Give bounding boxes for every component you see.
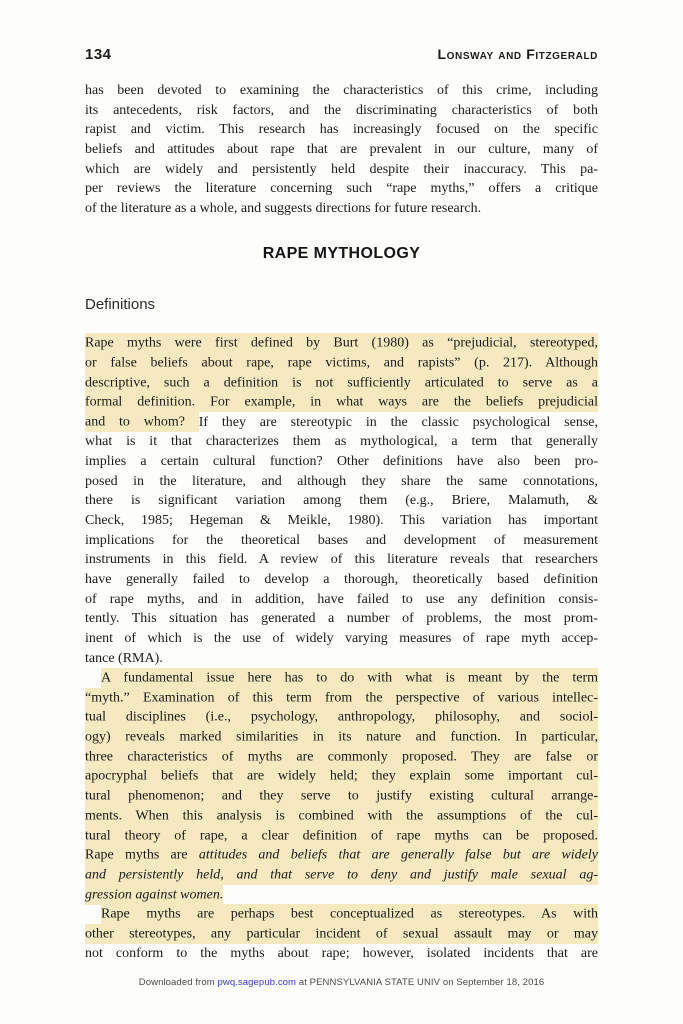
highlighted-text-segment: descriptive, such a definition is not sufficiently articulated to serve as a xyxy=(85,373,598,393)
text-segment: If they are stereotypic in the classic psychological sense, xyxy=(198,414,598,430)
text-line xyxy=(85,728,598,748)
text-line xyxy=(85,708,598,728)
text-line xyxy=(85,688,598,708)
text-line xyxy=(85,199,598,219)
highlighted-text-segment: A fundamental issue here has to do with what is meant by the term xyxy=(101,668,598,688)
text-line xyxy=(85,413,598,433)
text-line xyxy=(85,747,598,767)
text-line xyxy=(85,826,598,846)
text-line xyxy=(85,140,598,160)
highlighted-text-segment: ments. When this analysis is combined with the assumptions of the cul- xyxy=(85,806,598,826)
definitions-body xyxy=(85,334,598,964)
text-segment: what is it that characterizes them as mythological, a term that generally xyxy=(85,434,598,450)
text-line xyxy=(85,452,598,472)
text-line xyxy=(85,806,598,826)
text-line xyxy=(85,609,598,629)
highlighted-text-segment: “myth.” Examination of this term from the perspective of various intellec- xyxy=(85,688,598,708)
text-line xyxy=(85,846,598,866)
text-line xyxy=(85,865,598,885)
footer-link[interactable]: pwq.sagepub.com xyxy=(217,976,297,988)
text-segment: Check, 1985; Hegeman & Meikle, 1980). This variation has important xyxy=(85,513,598,528)
text-line xyxy=(85,179,598,199)
highlighted-text-segment: Rape myths are perhaps best conceptualized as stereotypes. As with xyxy=(101,904,598,924)
text-segment: of rape myths, and in addition, have failed to use any definition consis- xyxy=(85,591,598,607)
text-line xyxy=(85,160,598,180)
text-segment: has been devoted to examining the characteristics of this crime, including xyxy=(85,83,598,98)
text-line xyxy=(85,570,598,590)
text-segment: tently. This situation has generated a number of problems, the most prom- xyxy=(85,611,598,627)
subsection-heading: Definitions xyxy=(85,295,156,313)
text-line xyxy=(85,334,598,354)
footer-suffix: at PENNSYLVANIA STATE UNIV on September 18, 2016 xyxy=(296,976,545,988)
text-line xyxy=(85,905,598,925)
text-line xyxy=(85,432,598,452)
text-segment: per reviews the literature concerning such “rape myths,” offers a critique xyxy=(85,181,598,197)
text-line xyxy=(85,81,598,101)
highlighted-text-segment: or false beliefs about rape, rape victims, and rapists” (p. 217). Although xyxy=(85,353,598,373)
text-line xyxy=(85,649,598,669)
text-line xyxy=(85,629,598,649)
highlighted-text-segment: other stereotypes, any particular incident of sexual assault may or may xyxy=(85,924,598,944)
page-number: 134 xyxy=(85,46,112,63)
footer-prefix: Downloaded from xyxy=(138,976,218,988)
text-segment: posed in the literature, and although they share the same connotations, xyxy=(85,473,598,489)
text-segment: there is significant variation among them (e.g., Briere, Malamuth, & xyxy=(85,493,598,509)
text-line xyxy=(85,590,598,610)
highlighted-text-segment: tural theory of rape, a clear definition of rape myths can be proposed. xyxy=(85,826,598,846)
text-line xyxy=(85,787,598,807)
highlighted-text-segment: and persistently held, and that serve to deny and justify male sexual ag- xyxy=(85,865,598,885)
page-header xyxy=(85,46,598,63)
text-segment: implications for the theoretical bases and development of measurement xyxy=(85,532,598,548)
text-line xyxy=(85,924,598,944)
highlighted-text-segment: formal definition. For example, in what ways are the beliefs prejudicial xyxy=(85,392,598,412)
highlighted-text-segment: attitudes and beliefs that are generally false but are widely xyxy=(199,845,598,865)
text-segment: rapist and victim. This research has increasingly focused on the specific xyxy=(85,122,598,138)
section-heading: RAPE MYTHOLOGY xyxy=(262,244,421,262)
highlighted-text-segment: ogy) reveals marked similarities in its nature and function. In particular, xyxy=(85,727,598,747)
highlighted-text-segment: and to whom? xyxy=(85,412,199,432)
text-segment: which are widely and persistently held despite their inaccuracy. This pa- xyxy=(85,161,598,177)
highlighted-text-segment: Rape myths were first defined by Burt (1980) as “prejudicial, stereotyped, xyxy=(85,333,598,353)
text-segment: its antecedents, risk factors, and the discriminating characteristics of both xyxy=(85,102,598,118)
intro-paragraph xyxy=(85,81,598,219)
text-line xyxy=(85,885,598,905)
text-line xyxy=(85,393,598,413)
text-line xyxy=(85,669,598,689)
text-segment: of the literature as a whole, and suggests directions for future research. xyxy=(85,201,482,217)
text-line xyxy=(85,511,598,531)
highlighted-text-segment: three characteristics of myths are commonly proposed. They are false or xyxy=(85,747,598,767)
text-line xyxy=(85,472,598,492)
highlighted-text-segment: tural phenomenon; and they serve to justify existing cultural arrange- xyxy=(85,786,598,806)
text-segment: beliefs and attitudes about rape that are prevalent in our culture, many of xyxy=(85,142,598,158)
highlighted-text-segment: apocryphal beliefs that are widely held; they explain some important cul- xyxy=(85,766,598,786)
text-segment: tance (RMA). xyxy=(85,650,163,666)
text-line xyxy=(85,373,598,393)
text-line xyxy=(85,354,598,374)
text-segment: implies a certain cultural function? Other definitions have also been pro- xyxy=(85,453,598,469)
text-segment: not conform to the myths about rape; however, isolated incidents that are xyxy=(85,946,598,962)
text-line xyxy=(85,944,598,964)
running-head: Lonsway and Fitzgerald xyxy=(437,46,598,62)
download-footer xyxy=(85,977,598,988)
text-segment: instruments in this field. A review of this literature reveals that researchers xyxy=(85,552,598,568)
text-line xyxy=(85,550,598,570)
text-line xyxy=(85,767,598,787)
text-segment: have generally failed to develop a thorough, theoretically based definition xyxy=(85,572,598,588)
text-line xyxy=(85,101,598,121)
highlighted-text-segment: gression against women. xyxy=(85,885,223,905)
highlighted-text-segment: tual disciplines (i.e., psychology, anthropology, philosophy, and sociol- xyxy=(85,707,598,727)
text-segment: inent of which is the use of widely varying measures of rape myth accep- xyxy=(85,631,598,647)
highlighted-text-segment: Rape myths are xyxy=(85,845,199,865)
text-line xyxy=(85,531,598,551)
text-line xyxy=(85,491,598,511)
text-line xyxy=(85,120,598,140)
